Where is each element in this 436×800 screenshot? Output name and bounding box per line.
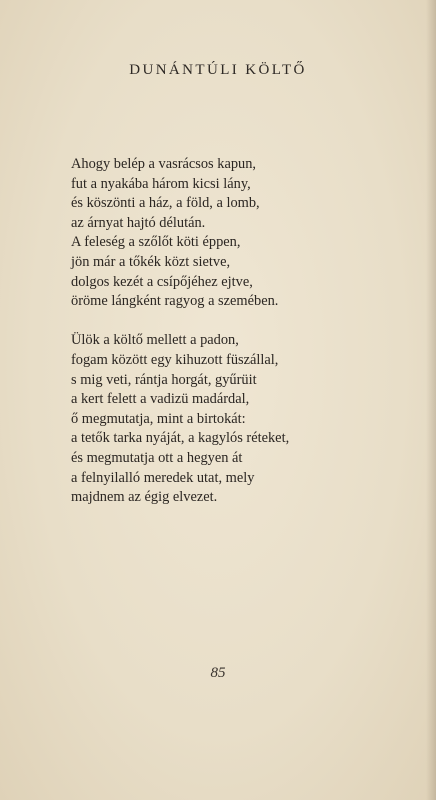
running-title: DUNÁNTÚLI KÖLTŐ [129, 62, 307, 78]
poem-line: és megmutatja ott a hegyen át [71, 449, 243, 466]
poem-line: a felnyilalló meredek utat, mely [71, 469, 255, 486]
poem-line: majdnem az égig elvezet. [71, 489, 218, 506]
stanza-2 [71, 331, 421, 507]
page-number: 85 [210, 665, 226, 681]
poem-line: Ülök a költő mellett a padon, [71, 332, 239, 349]
poem-line: A feleség a szőlőt köti éppen, [71, 234, 241, 251]
poem-line: fut a nyakába három kicsi lány, [71, 175, 251, 192]
poem-line: fogam között egy kihuzott füszállal, [71, 351, 279, 368]
stanza-1 [71, 155, 421, 312]
poem-line: a kert felett a vadizü madárdal, [71, 391, 250, 408]
poem-line: a tetők tarka nyáját, a kagylós réteket, [71, 430, 290, 447]
poem-line: Ahogy belép a vasrácsos kapun, [71, 156, 257, 172]
poem-line: és köszönti a ház, a föld, a lomb, [71, 195, 260, 212]
poem-line: jön már a tőkék közt sietve, [71, 253, 231, 270]
poem-body [71, 155, 421, 508]
poem-line: ő megmutatja, mint a birtokát: [71, 410, 246, 427]
poem-line: dolgos kezét a csípőjéhez ejtve, [71, 273, 253, 290]
poem-line: s mig veti, rántja horgát, gyűrüit [71, 371, 257, 388]
poem-line: öröme lángként ragyog a szemében. [71, 293, 279, 310]
poem-line: az árnyat hajtó délután. [71, 214, 206, 231]
